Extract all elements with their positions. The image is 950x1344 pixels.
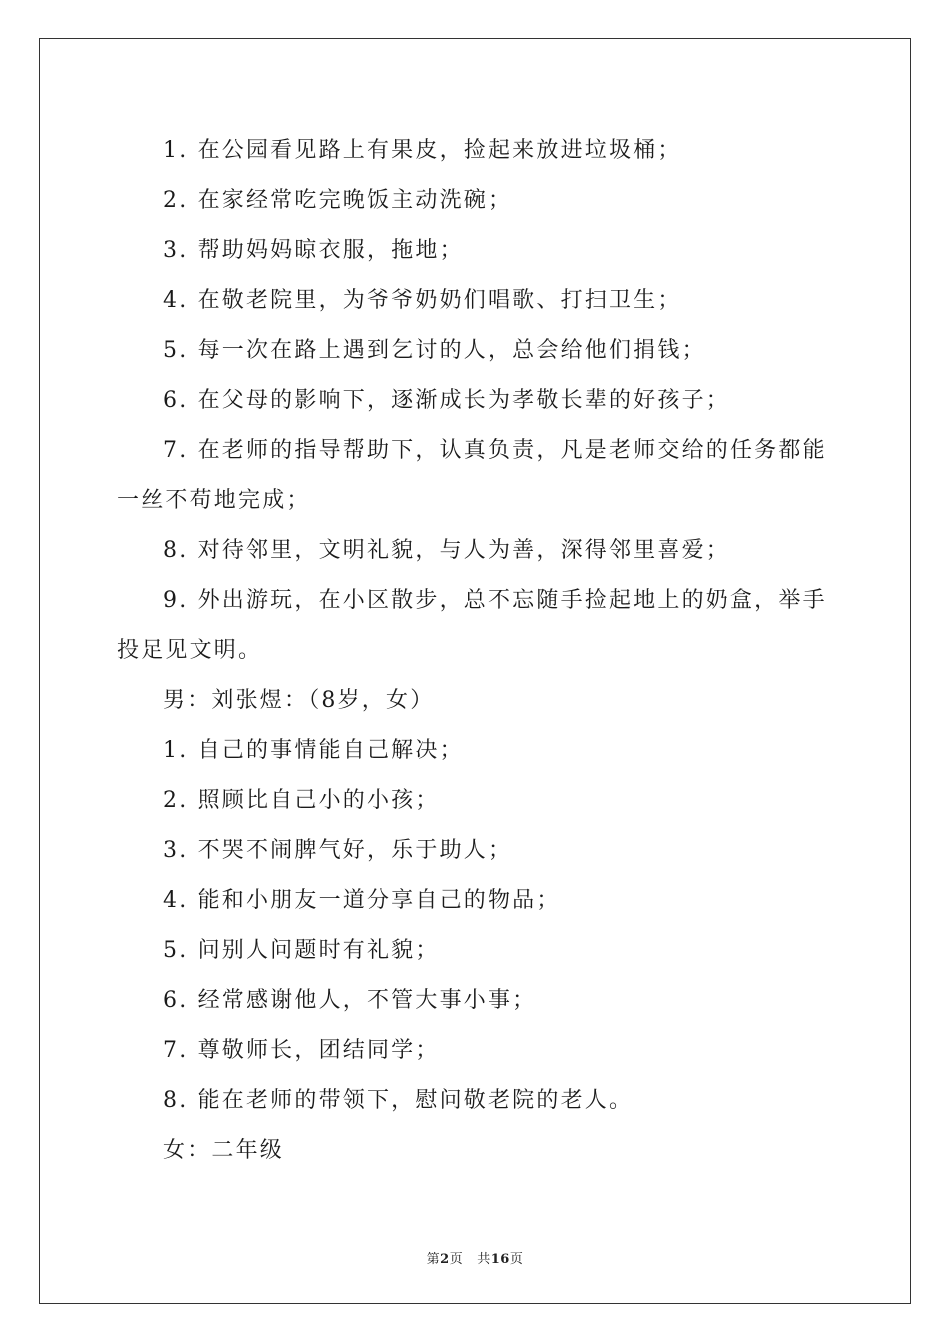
page-suffix: 页 [449, 1252, 464, 1267]
section-heading: 女：二年级 [163, 1138, 285, 1163]
text-line: 7. 在老师的指导帮助下，认真负责，凡是老师交给的任务都能 [163, 438, 827, 463]
text-line: 5. 每一次在路上遇到乞讨的人，总会给他们捐钱； [163, 338, 706, 363]
page-prefix: 第 [426, 1252, 441, 1267]
text-line: 8. 对待邻里，文明礼貌，与人为善，深得邻里喜爱； [163, 538, 730, 563]
total-pages: 16 [490, 1252, 510, 1267]
text-line: 3. 帮助妈妈晾衣服，拖地； [163, 238, 464, 263]
text-line: 6. 在父母的影响下，逐渐成长为孝敬长辈的好孩子； [163, 388, 730, 413]
text-line: 一丝不苟地完成； [117, 488, 311, 513]
text-line: 6. 经常感谢他人，不管大事小事； [163, 988, 537, 1013]
text-line: 1. 自己的事情能自己解决； [163, 738, 464, 763]
total-prefix: 共 [477, 1252, 491, 1267]
text-line: 4. 能和小朋友一道分享自己的物品； [163, 888, 561, 913]
section-heading: 男：刘张煜：（8岁，女） [163, 688, 435, 713]
text-line: 7. 尊敬师长，团结同学； [163, 1038, 440, 1063]
text-line: 3. 不哭不闹脾气好，乐于助人； [163, 838, 513, 863]
text-line: 4. 在敬老院里，为爷爷奶奶们唱歌、打扫卫生； [163, 288, 682, 313]
total-suffix: 页 [509, 1252, 524, 1267]
text-line: 2. 在家经常吃完晚饭主动洗碗； [163, 188, 513, 213]
text-line: 8. 能在老师的带领下，慰问敬老院的老人。 [163, 1088, 634, 1113]
text-line: 9. 外出游玩，在小区散步，总不忘随手捡起地上的奶盒，举手 [163, 588, 827, 613]
text-line: 5. 问别人问题时有礼貌； [163, 938, 440, 963]
document-body [117, 126, 837, 1176]
text-line: 2. 照顾比自己小的小孩； [163, 788, 440, 813]
text-line: 投足见文明。 [117, 638, 263, 663]
page-footer [0, 1248, 950, 1267]
page-number: 2 [440, 1252, 450, 1267]
text-line: 1. 在公园看见路上有果皮，捡起来放进垃圾桶； [163, 138, 682, 163]
